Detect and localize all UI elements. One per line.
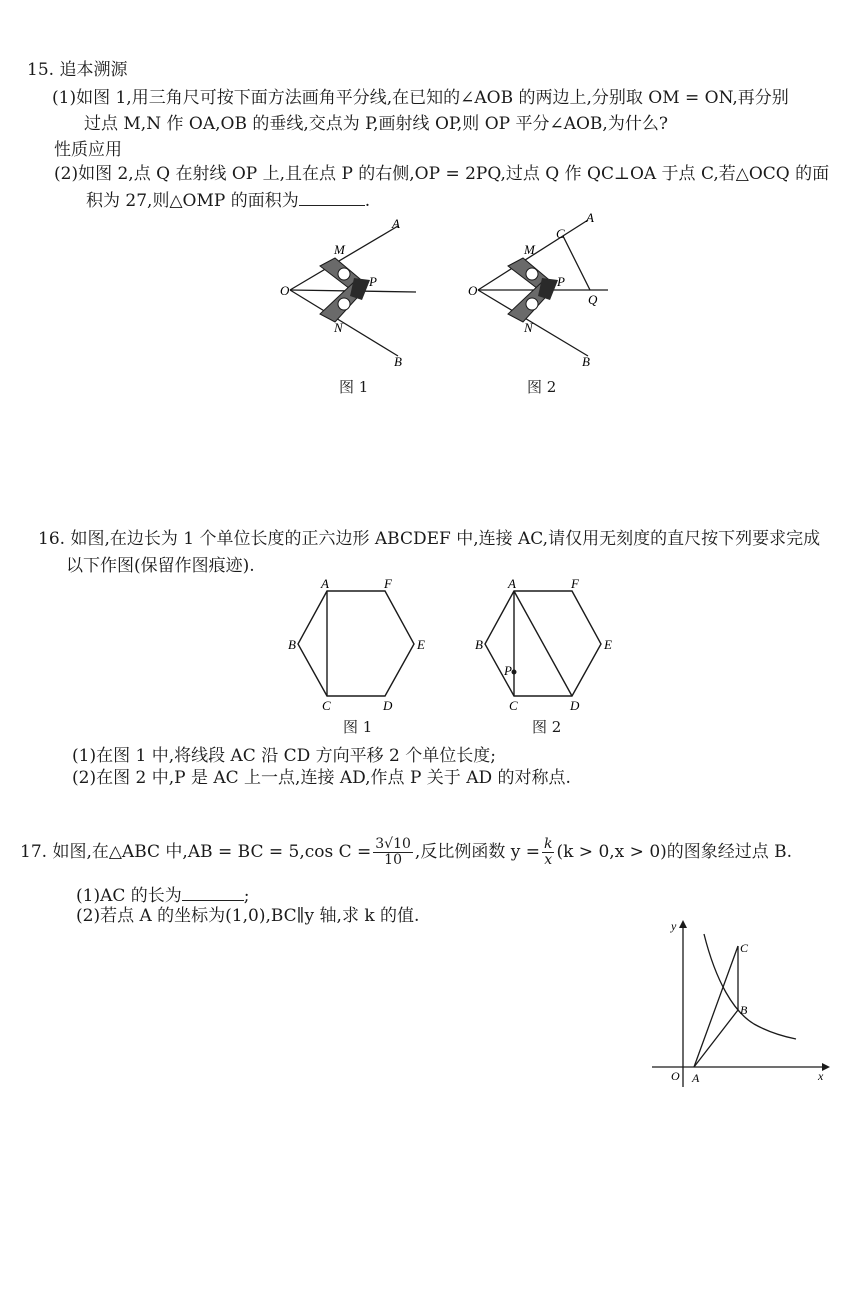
cos-fraction [373, 837, 413, 868]
q16-figure-2 [470, 576, 630, 716]
q15-figure-2 [458, 206, 618, 376]
label-x: x [818, 1069, 824, 1083]
x-denominator: x [544, 852, 553, 868]
q17-line1-mid: ,反比例函数 y = [414, 842, 540, 862]
set-square-hole-lower [338, 298, 350, 310]
label-O: O [280, 283, 290, 298]
label-A: A [692, 1071, 700, 1085]
label-F: F [384, 576, 392, 591]
point-P [512, 670, 517, 675]
label-O: O [671, 1069, 680, 1083]
q17-line1 [20, 835, 792, 869]
label-B: B [582, 354, 590, 369]
label-F: F [571, 576, 579, 591]
label-P: P [504, 663, 512, 678]
label-B: B [740, 1003, 748, 1017]
q16-task2: (2)在图 2 中,P 是 AC 上一点,连接 AD,作点 P 关于 AD 的对称点. [72, 768, 571, 788]
q17-task1-text: (1)AC 的长为 [76, 886, 182, 906]
hexagon-ABCDEF [298, 591, 414, 696]
segment-AC [694, 946, 738, 1067]
q16-figure-1 [278, 576, 438, 716]
label-E: E [604, 637, 612, 652]
cos-numerator: 3√10 [375, 836, 411, 852]
set-square-hole-upper [338, 268, 350, 280]
q15-fig2-caption: 图 2 [527, 378, 557, 396]
q17-coordinate-figure [646, 912, 836, 1092]
answer-blank [182, 884, 244, 901]
k-over-x-fraction [542, 837, 554, 868]
q15-part1-line2: 过点 M,N 作 OA,OB 的垂线,交点为 P,画射线 OP,则 OP 平分∠AOB,为什么? [84, 114, 668, 134]
q15-period: . [364, 191, 371, 211]
set-square-hole-upper [526, 268, 538, 280]
q16-line1: 16. 如图,在边长为 1 个单位长度的正六边形 ABCDEF 中,连接 AC,请仅用无刻度的直尺按下列要求完成 [38, 529, 821, 549]
label-C: C [509, 698, 518, 713]
label-N: N [334, 320, 343, 335]
label-M: M [334, 242, 345, 257]
segment-AB [694, 1010, 738, 1067]
label-C: C [740, 941, 749, 955]
label-E: E [417, 637, 425, 652]
label-C: C [556, 226, 565, 241]
label-C: C [322, 698, 331, 713]
segment-QC [563, 236, 590, 290]
label-A: A [321, 576, 329, 591]
label-A: A [508, 576, 516, 591]
label-B: B [288, 637, 296, 652]
q17-line1-pre: 17. 如图,在△ABC 中,AB = BC = 5,cos C = [20, 842, 372, 862]
q16-fig2-caption: 图 2 [532, 718, 562, 736]
set-square-hole-lower [526, 298, 538, 310]
label-M: M [524, 242, 535, 257]
q17-task1-semicolon: ; [243, 886, 250, 906]
cos-denominator: 10 [384, 852, 402, 868]
label-B: B [394, 354, 402, 369]
label-A: A [586, 210, 594, 225]
q16-fig1-caption: 图 1 [343, 718, 373, 736]
label-N: N [524, 320, 533, 335]
hyperbola-curve [704, 934, 796, 1039]
segment-AD [514, 591, 572, 696]
label-y: y [671, 919, 677, 933]
q15-title: 15. 追本溯源 [27, 60, 128, 80]
label-D: D [383, 698, 393, 713]
q15-part2-line2-text: 积为 27,则△OMP 的面积为 [86, 191, 299, 211]
q17-line1-post: (k > 0,x > 0)的图象经过点 B. [556, 842, 793, 862]
label-A: A [392, 216, 400, 231]
q16-task1: (1)在图 1 中,将线段 AC 沿 CD 方向平移 2 个单位长度; [72, 746, 496, 766]
q17-task2: (2)若点 A 的坐标为(1,0),BC∥y 轴,求 k 的值. [76, 906, 420, 926]
q15-part1-line1: (1)如图 1,用三角尺可按下面方法画角平分线,在已知的∠AOB 的两边上,分别取 OM = ON,再分别 [52, 88, 789, 108]
label-D: D [570, 698, 580, 713]
q15-fig1-caption: 图 1 [339, 378, 369, 396]
label-P: P [369, 274, 377, 289]
q16-line2: 以下作图(保留作图痕迹). [66, 556, 255, 576]
q15-figure-1 [270, 206, 430, 376]
label-P: P [557, 274, 565, 289]
y-axis-arrow [679, 920, 687, 928]
label-Q: Q [588, 292, 598, 307]
q15-part2-line1: (2)如图 2,点 Q 在射线 OP 上,且在点 P 的右侧,OP = 2PQ,过点 Q 作 QC⊥OA 于点 C,若△OCQ 的面 [54, 164, 830, 184]
q15-section-heading: 性质应用 [54, 140, 122, 160]
q17-task1 [76, 884, 250, 907]
answer-blank [299, 189, 365, 206]
k-numerator: k [543, 836, 553, 852]
label-B: B [475, 637, 483, 652]
label-O: O [468, 283, 478, 298]
